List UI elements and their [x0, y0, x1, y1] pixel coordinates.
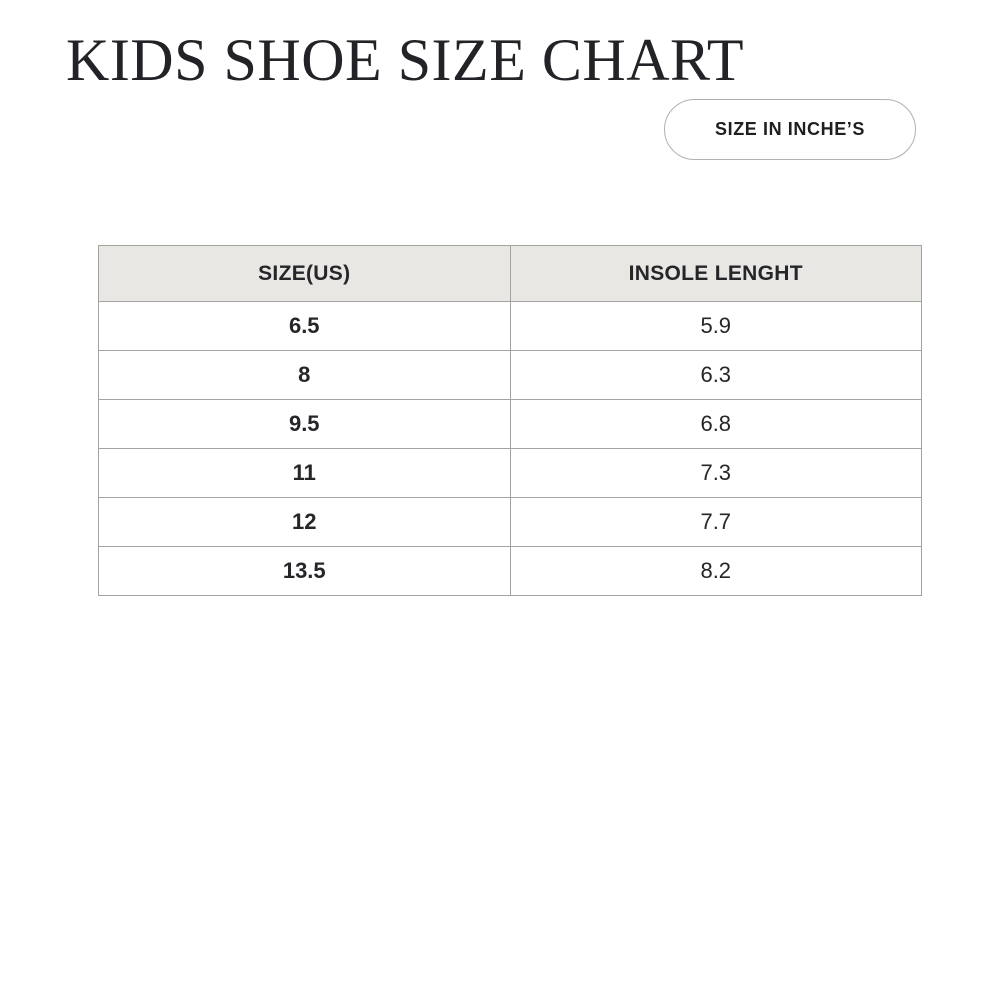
- size-cell: 6.5: [99, 302, 511, 351]
- insole-cell: 7.7: [510, 498, 922, 547]
- page-title: KIDS SHOE SIZE CHART: [66, 27, 745, 93]
- insole-cell: 5.9: [510, 302, 922, 351]
- insole-cell: 6.3: [510, 351, 922, 400]
- insole-cell: 7.3: [510, 449, 922, 498]
- table-row: [99, 498, 922, 547]
- table-row: [99, 351, 922, 400]
- table-row: [99, 449, 922, 498]
- size-cell: 12: [99, 498, 511, 547]
- size-unit-badge-label: SIZE IN INCHE’S: [714, 119, 866, 139]
- insole-cell: 6.8: [510, 400, 922, 449]
- size-cell: 13.5: [99, 547, 511, 596]
- size-table-body: [99, 302, 922, 596]
- table-row: [99, 400, 922, 449]
- size-cell: 11: [99, 449, 511, 498]
- size-table: [98, 245, 922, 596]
- size-table-head: [99, 246, 922, 302]
- insole-cell: 8.2: [510, 547, 922, 596]
- column-header-insole-length: INSOLE LENGHT: [510, 246, 922, 302]
- size-cell: 9.5: [99, 400, 511, 449]
- table-row: [99, 302, 922, 351]
- table-header-row: [99, 246, 922, 302]
- size-cell: 8: [99, 351, 511, 400]
- column-header-size-us: SIZE(US): [99, 246, 511, 302]
- table-row: [99, 547, 922, 596]
- size-unit-badge[interactable]: [664, 99, 916, 160]
